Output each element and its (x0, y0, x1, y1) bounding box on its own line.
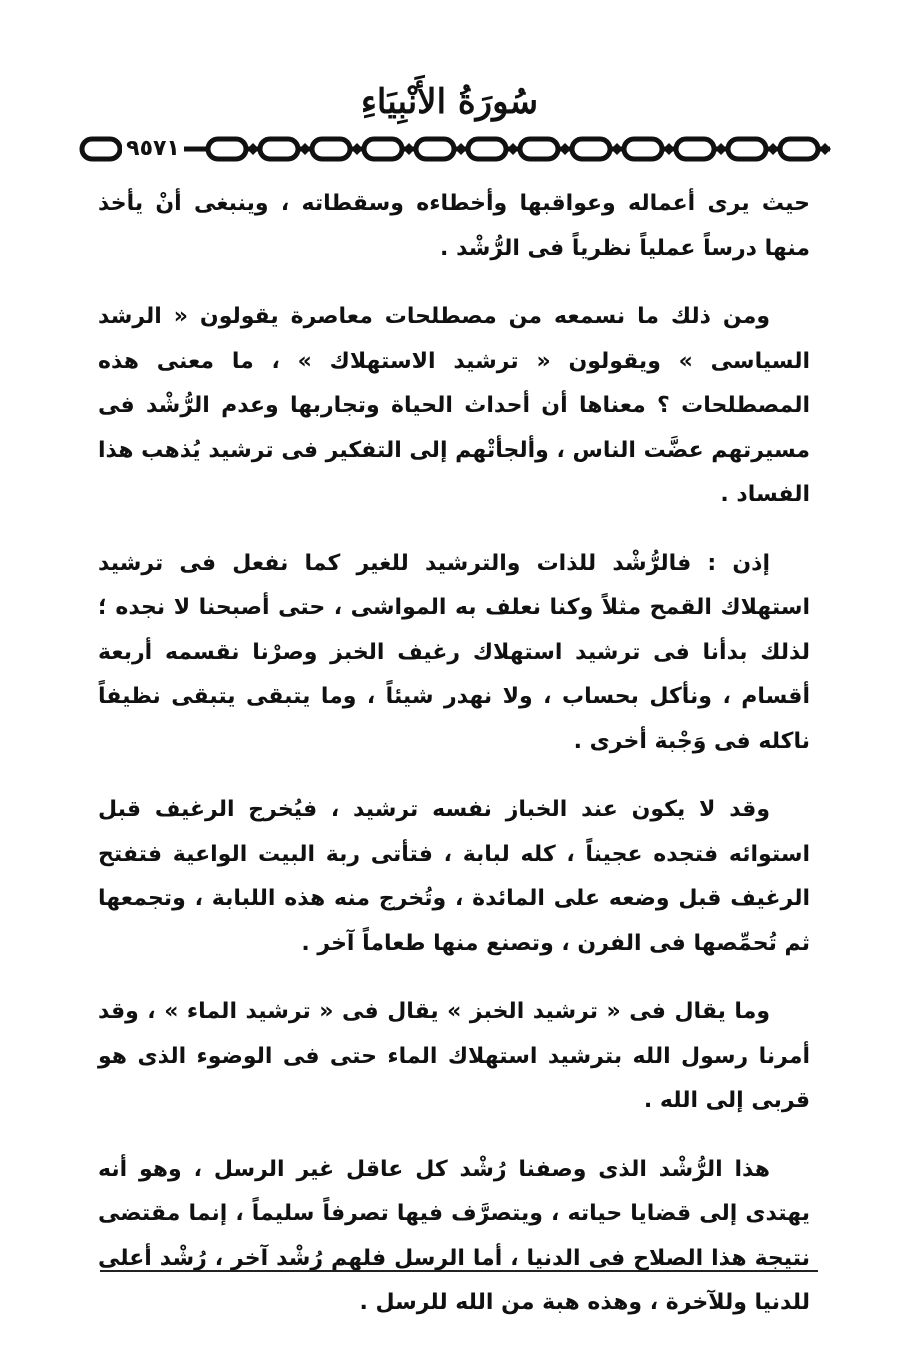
ornament-link (364, 139, 402, 159)
ornament-link (676, 139, 714, 159)
ornament-link (260, 139, 298, 159)
ornament-diamond (403, 143, 415, 155)
paragraph-5: وما يقال فى « ترشيد الخبز » يقال فى « ترشيد الماء » ، وقد أمرنا رسول الله بترشيد استهلاك الماء حتى فى الوضوء الذى هو قربى إلى الله . (98, 999, 810, 1113)
ornament-link (208, 139, 246, 159)
ornament-link (728, 139, 766, 159)
ornament-diamond (247, 143, 259, 155)
ornament-diamond (351, 143, 363, 155)
ornamental-header-border (78, 134, 840, 164)
paragraph-6: هذا الرُّشْد الذى وصفنا رُشْد كل عاقل غير الرسل ، وهو أنه يهتدى إلى قضايا حياته ، ويتصرَّف فيها تصرفاً سليماً ، إنما مقتضى نتيجة هذا الصلاح فى الدنيا ، أما الرسل فلهم رُشْد آخر ، رُشْد أعلى للدنيا وللآخرة ، وهذه هبة من الله للرسل . (98, 1156, 810, 1315)
footer-rule (100, 1270, 818, 1272)
ornament-diamond (767, 143, 779, 155)
paragraph-1: حيث يرى أعماله وعواقبها وأخطاءه وسقطاته ، وينبغى أنْ يأخذ منها درساً عملياً نظرياً فى الرُّشْد . (98, 191, 810, 261)
paragraph-2: ومن ذلك ما نسمعه من مصطلحات معاصرة يقولون « الرشد السياسى » ويقولون « ترشيد الاستهلاك » ، ما معنى هذه المصطلحات ؟ معناها أن أحداث الحياة وتجاربها وعدم الرُّشْد فى مسيرتهم عضَّت الناس ، وألجأتْهم إلى التفكير فى ترشيد يُذهب هذا الفساد . (98, 304, 810, 507)
ornament-link (468, 139, 506, 159)
ornament-diamond (559, 143, 571, 155)
ornament-link (82, 139, 120, 159)
ornament-diamond (507, 143, 519, 155)
ornament-link (416, 139, 454, 159)
ornament-diamond (819, 143, 831, 155)
ornament-link (312, 139, 350, 159)
ornament-diamond (299, 143, 311, 155)
ornament-link (572, 139, 610, 159)
ornament-diamond (455, 143, 467, 155)
ornament-link (520, 139, 558, 159)
ornament-link (780, 139, 818, 159)
ornament-diamond (611, 143, 623, 155)
surah-title: سُورَةُ الأَنْبِيَاءِ (360, 82, 539, 122)
ornament-diamond (715, 143, 727, 155)
main-text (98, 182, 810, 1350)
paragraph-3: إذن : فالرُّشْد للذات والترشيد للغير كما نفعل فى ترشيد استهلاك القمح مثلاً وكنا نعلف به المواشى ، حتى أصبحنا لا نجده ؛ لذلك بدأنا فى ترشيد استهلاك رغيف الخبز وصرْنا نقسمه أربعة أقسام ، ونأكل بحساب ، ولا نهدر شيئاً ، وما يتبقى يتبقى نظيفاً ناكله فى وَجْبة أخرى . (98, 550, 810, 754)
ornament-link (624, 139, 662, 159)
page-number: ٩٥٧١ (122, 134, 184, 164)
ornament-diamond (663, 143, 675, 155)
paragraph-4: وقد لا يكون عند الخباز نفسه ترشيد ، فيُخرج الرغيف قبل استوائه فتجده عجيناً ، كله لبابة ، فتأتى ربة البيت الواعية فتفتح الرغيف قبل وضعه على المائدة ، وتُخرج منه هذه اللبابة ، وتجمعها ثم تُحمِّصها فى الفرن ، وتصنع منها طعاماً آخر . (98, 797, 810, 956)
